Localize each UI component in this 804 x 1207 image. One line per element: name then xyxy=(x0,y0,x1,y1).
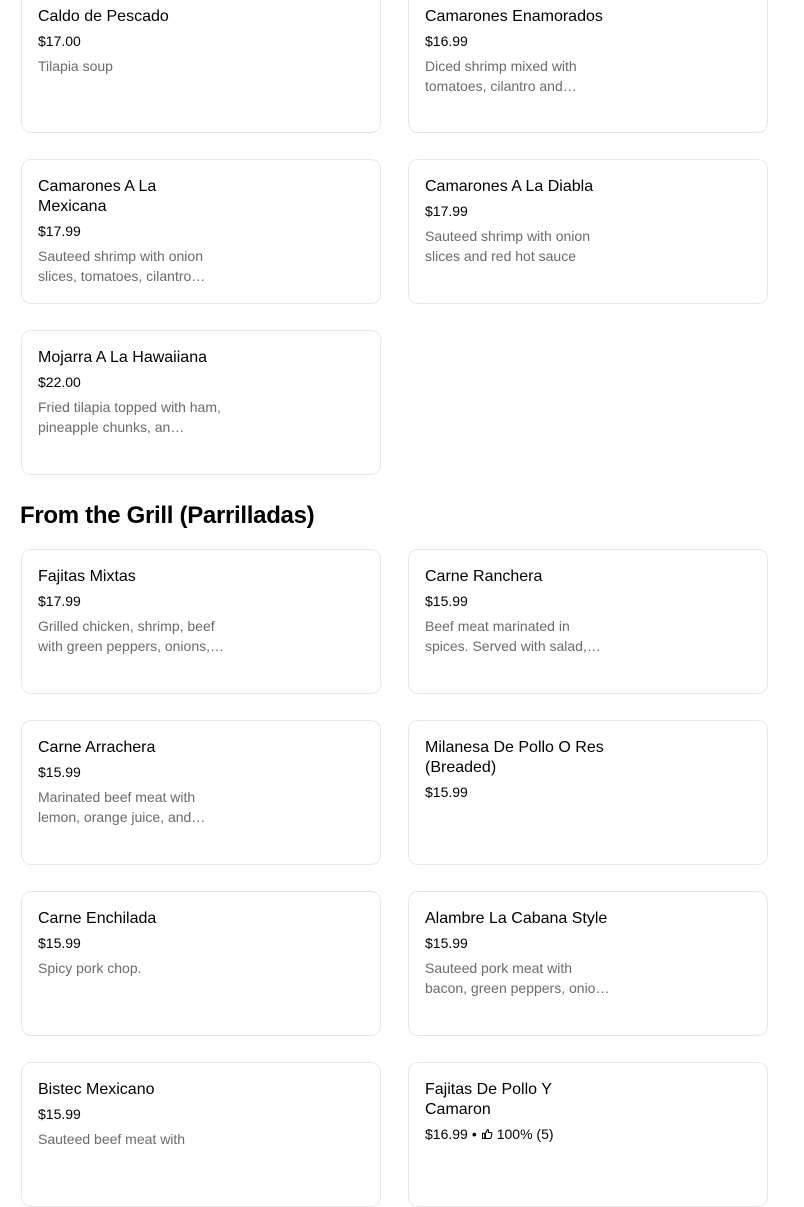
price-value: $16.99 xyxy=(425,33,468,49)
menu-item-card[interactable] xyxy=(21,330,381,475)
item-name: Camarones A La Mexicana xyxy=(38,178,157,215)
rating-value: 100% (5) xyxy=(496,1126,554,1142)
price-value: $15.99 xyxy=(38,935,81,951)
price-value: $17.99 xyxy=(38,593,81,609)
item-price xyxy=(425,934,613,952)
item-name: Carne Arrachera xyxy=(38,739,156,756)
separator-dot: • xyxy=(471,1126,477,1142)
item-price xyxy=(425,592,613,610)
item-price xyxy=(425,32,613,50)
item-name: Milanesa De Pollo O Res (Breaded) xyxy=(425,739,604,776)
menu-item-card[interactable] xyxy=(21,159,381,304)
item-description: Diced shrimp mixed with tomatoes, cilantro and… xyxy=(425,58,577,94)
item-name: Carne Ranchera xyxy=(425,568,543,585)
section-heading: From the Grill (Parrilladas) xyxy=(20,502,315,529)
item-description: Fried tilapia topped with ham, pineapple chunks, an… xyxy=(38,399,221,435)
item-description: Sauteed beef meat with xyxy=(38,1131,186,1147)
price-value: $16.99 xyxy=(425,1126,468,1142)
item-description: Beef meat marinated in spices. Served with salad,… xyxy=(425,618,601,654)
item-price xyxy=(425,783,613,801)
price-value: $17.00 xyxy=(38,33,81,49)
item-price xyxy=(38,222,226,240)
item-name: Bistec Mexicano xyxy=(38,1081,155,1098)
price-value: $15.99 xyxy=(425,935,468,951)
item-name: Fajitas De Pollo Y Camaron xyxy=(425,1081,552,1118)
price-value: $15.99 xyxy=(425,784,468,800)
item-price xyxy=(38,934,226,952)
price-value: $17.99 xyxy=(425,203,468,219)
menu-item-card[interactable] xyxy=(21,0,381,133)
item-description: Marinated beef meat with lemon, orange juice, and… xyxy=(38,789,206,825)
item-price xyxy=(425,202,613,220)
item-name: Fajitas Mixtas xyxy=(38,568,136,585)
menu-item-card[interactable] xyxy=(408,720,768,865)
menu-item-card[interactable] xyxy=(408,549,768,694)
item-price xyxy=(425,1125,613,1143)
item-description: Spicy pork chop. xyxy=(38,960,142,976)
price-value: $15.99 xyxy=(425,593,468,609)
menu-item-card[interactable] xyxy=(408,159,768,304)
item-name: Caldo de Pescado xyxy=(38,8,169,25)
item-price xyxy=(38,592,226,610)
menu-item-card[interactable] xyxy=(408,0,768,133)
menu-item-card[interactable] xyxy=(21,549,381,694)
menu-item-card[interactable] xyxy=(21,720,381,865)
thumbs-up-icon xyxy=(481,1128,493,1140)
item-description: Tilapia soup xyxy=(38,58,113,74)
item-price xyxy=(38,373,226,391)
item-price xyxy=(38,1105,226,1123)
item-description: Sauteed pork meat with bacon, green peppers, onio… xyxy=(425,960,610,996)
price-value: $15.99 xyxy=(38,1106,81,1122)
item-name: Camarones Enamorados xyxy=(425,8,603,25)
item-description: Sauteed shrimp with onion slices, tomatoes, cilantro… xyxy=(38,248,206,284)
item-name: Alambre La Cabana Style xyxy=(425,910,608,927)
item-name: Mojarra A La Hawaiiana xyxy=(38,349,207,366)
price-value: $17.99 xyxy=(38,223,81,239)
menu-item-card[interactable] xyxy=(21,1062,381,1207)
item-description: Grilled chicken, shrimp, beef with green peppers, onions,… xyxy=(38,618,224,654)
item-name: Carne Enchilada xyxy=(38,910,157,927)
item-name: Camarones A La Diabla xyxy=(425,178,594,195)
item-description: Sauteed shrimp with onion slices and red hot sauce xyxy=(425,228,590,264)
item-price xyxy=(38,763,226,781)
item-price xyxy=(38,32,226,50)
menu-item-card[interactable] xyxy=(21,891,381,1036)
menu-item-card[interactable] xyxy=(408,1062,768,1207)
menu-item-card[interactable] xyxy=(408,891,768,1036)
price-value: $15.99 xyxy=(38,764,81,780)
price-value: $22.00 xyxy=(38,374,81,390)
